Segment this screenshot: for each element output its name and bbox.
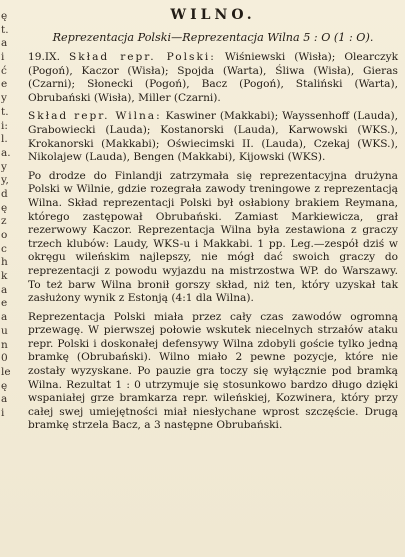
paragraph-wilno-lineup (28, 110, 398, 164)
margin-letter: i: (1, 119, 8, 132)
article (28, 6, 398, 438)
margin-letter: le (1, 365, 11, 378)
margin-letter: ę (1, 201, 8, 214)
margin-letter: u (1, 324, 8, 337)
margin-letter: z (1, 215, 7, 228)
margin-letter: a (1, 393, 8, 406)
margin-letter: k (1, 270, 8, 283)
margin-letter: a. (1, 146, 11, 159)
paragraph-label: Skład repr. Polski: (68, 51, 216, 63)
margin-letter: t. (1, 105, 9, 118)
margin-letter: 0 (1, 352, 8, 365)
paragraph-text: Wiśniewski (Wisła); Olearczyk (Pogoń), Kaczor (Wisła); Spojda (Warta), Śliwa (Wisła), Gieras (Czarni); Słonecki (Pogoń), Bacz (Pogoń), Staliński (Warta), Obrubański (Wisła), Miller (Czarni). (28, 51, 398, 104)
paragraph-poland-lineup (28, 51, 398, 105)
margin-letter: a (1, 283, 8, 296)
cropped-left-column (0, 10, 15, 421)
margin-letter: t. (1, 23, 9, 36)
margin-letter: c (1, 242, 7, 255)
paragraph-text: Kaswiner (Makkabi); Wayssenhoff (Lauda), Grabowiecki (Lauda); Kostanorski (Lauda), Karwowski (WKS.), Krokanorski (Makkabi); Oświecimski II. (Lauda), Czekaj (WKS.), Nikolajew (Lauda), Bengen (Makkabi), Kijowski (WKS). (28, 110, 399, 164)
margin-letter: o (1, 229, 8, 241)
paragraph-label: Skład repr. Wilna: (28, 110, 162, 123)
margin-letter: ę (1, 379, 8, 392)
paragraph-text: Po drodze do Finlandji zatrzymała się reprezentacyjna drużyna Polski w Wilnie, gdzie rozegrała zawody treningowe z reprezentacją Wilna. Skład reprezentacji Polski był osłabiony brakiem Reymana, którego zastępował Obrubański. Zamiast Markiewicza, grał rezerwowy Kaczor. Reprezentacja Wilna była zestawiona z graczy trzech klubów: Laudy, WKS-u i Makkabi. 1 pp. Leg.—zespół dziś w okręgu wileńskim najlepszy, nie mógł dać swoich graczy do reprezentacji z powodu wyjazdu na mistrzostwa WP. do Warszawy. To też barw Wilna bronił gorszy skład, niż ten, który uzyskał tak zasłużony wynik z Estonją (4:1 dla Wilna). (28, 169, 398, 305)
article-title: WILNO. (170, 7, 256, 23)
margin-letter: e (1, 297, 8, 310)
paragraph-background (28, 170, 398, 306)
margin-letter: i (1, 406, 5, 419)
paragraph-date: 19.IX. (28, 51, 69, 63)
margin-letter: ę (1, 10, 8, 22)
margin-letter: y, (1, 174, 9, 187)
margin-letter: y (1, 160, 7, 173)
margin-letter: h (1, 256, 8, 269)
paragraph-match-report (28, 311, 398, 433)
margin-letter: ć (1, 64, 7, 77)
paragraph-text: Reprezentacja Polski miała przez cały czas zawodów ogromną przewagę. W pierwszej połowie wskutek niecelnych strzałów ataku repr. Polski i doskonałej defensywy Wilna zdobyli goście tylko jedną bramkę (Obrubański). Wilno miało 2 pewne pozycje, które nie zostały wyzyskane. Po pauzie gra toczy się wyłącznie pod bramką Wilna. Rezultat 1 : 0 utrzymuje się stosunkowo bardzo długo dzięki wspaniałej grze bramkarza repr. wileńskiej, Kozwinera, który przy całej swej umiejętności miał niesłychane wprost szczęście. Drugą bramkę strzela Bacz, a 3 następne Obrubański. (28, 310, 398, 432)
margin-letter: a (1, 311, 8, 324)
margin-letter: n (1, 338, 8, 351)
margin-letter: l. (1, 133, 8, 146)
margin-letter: d (1, 187, 8, 200)
margin-letter: i (1, 51, 5, 64)
margin-letter: y (1, 92, 7, 105)
match-result-subtitle: Reprezentacja Polski—Reprezentacja Wilna 5 : O (1 : O). (52, 31, 374, 44)
margin-letter: a (1, 37, 8, 50)
margin-letter: e (1, 78, 8, 91)
